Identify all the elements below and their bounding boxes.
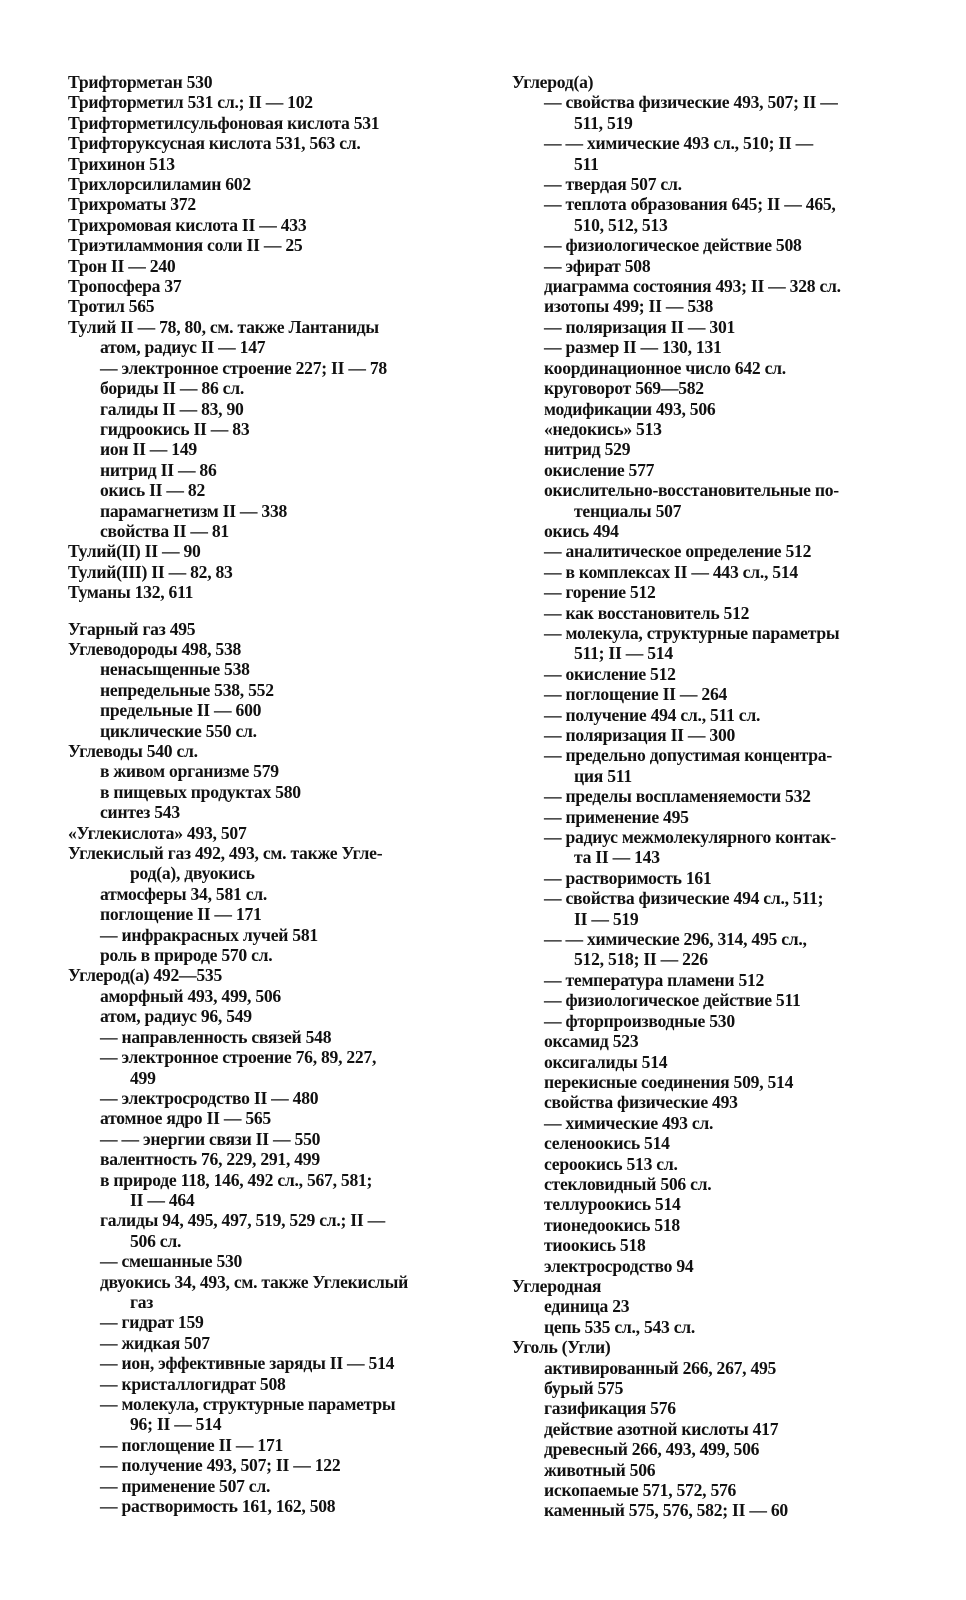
index-heading: Трифторметан 530 [68,72,213,92]
index-continuation: тенциалы 507 [574,500,682,521]
index-subentry: координационное число 642 сл. [544,357,786,378]
index-subentry: в живом организме 579 [100,761,279,782]
index-subentry: — горение 512 [544,582,656,603]
index-subentry: — поляризация II — 301 [544,316,736,337]
index-subentry: — теплота образования 645; II — 465, [544,194,836,215]
index-subentry: синтез 543 [100,802,180,823]
index-subentry: оксамид 523 [544,1031,639,1052]
index-subentry: ион II — 149 [100,439,197,460]
index-subentry: свойства II — 81 [100,520,229,541]
index-subentry: — эфират 508 [544,255,651,276]
index-heading: Трихромовая кислота II — 433 [68,214,307,235]
index-subentry: — физиологическое действие 508 [544,235,802,256]
index-subentry: — свойства физические 493, 507; II — [544,92,838,113]
index-subentry: теллуроокись 514 [544,1194,681,1215]
index-subentry: газификация 576 [544,1398,676,1419]
index-subentry: в природе 118, 146, 492 сл., 567, 581; [100,1169,373,1190]
index-heading: Уголь (Угли) [512,1337,611,1358]
index-subentry: — поглощение II — 264 [544,684,728,705]
index-subentry: — как восстановитель 512 [544,602,750,623]
index-continuation: 510, 512, 513 [574,214,668,235]
index-subentry: круговорот 569—582 [544,378,704,399]
index-heading: Туманы 132, 611 [68,582,194,603]
index-subentry: окись 494 [544,520,619,541]
index-subentry: — аналитическое определение 512 [544,541,812,562]
index-subentry: «недокись» 513 [544,418,662,439]
index-subentry: животный 506 [544,1459,656,1480]
index-heading: Тулий(II) II — 90 [68,541,201,562]
index-subentry: оксигалиды 514 [544,1051,668,1072]
index-heading: Углеводы 540 сл. [68,741,198,761]
index-continuation: газ [130,1291,154,1312]
index-subentry: — поглощение II — 171 [100,1434,284,1455]
index-subentry: диаграмма состояния 493; II — 328 сл. [544,276,841,297]
index-heading: Трихинон 513 [68,153,175,174]
index-subentry: парамагнетизм II — 338 [100,500,288,521]
index-subentry: — — химические 296, 314, 495 сл., [544,929,807,950]
index-subentry: — растворимость 161 [544,867,712,888]
index-subentry: единица 23 [544,1296,630,1317]
index-subentry: — электронное строение 227; II — 78 [100,357,387,378]
index-subentry: — растворимость 161, 162, 508 [100,1496,336,1517]
index-continuation: 511, 519 [574,112,633,133]
index-subentry: тиоокись 518 [544,1235,646,1256]
index-heading: Тротил 565 [68,296,155,317]
index-subentry: — направленность связей 548 [100,1026,332,1047]
index-subentry: — получение 493, 507; II — 122 [100,1455,341,1476]
index-subentry: окислительно-восстановительные по- [544,480,839,501]
index-subentry: изотопы 499; II — 538 [544,296,714,317]
index-subentry: окись II — 82 [100,480,206,501]
index-subentry: — — химические 493 сл., 510; II — [544,133,814,154]
index-subentry: — поляризация II — 300 [544,725,736,745]
index-subentry: — температура пламени 512 [544,969,765,990]
index-continuation: 511; II — 514 [574,643,673,664]
index-subentry: каменный 575, 576, 582; II — 60 [544,1500,788,1521]
index-continuation: 511 [574,153,599,174]
index-subentry: электросродство 94 [544,1255,694,1276]
index-column-left [68,72,460,1516]
index-subentry: непредельные 538, 552 [100,679,274,700]
index-continuation: 96; II — 514 [130,1414,222,1435]
index-subentry: — химические 493 сл. [544,1112,714,1133]
index-subentry: — ион, эффективные заряды II — 514 [100,1353,395,1374]
index-subentry: селеноокись 514 [544,1133,670,1154]
index-subentry: — получение 494 сл., 511 сл. [544,704,761,725]
index-heading: Тропосфера 37 [68,276,182,297]
index-heading: «Углекислота» 493, 507 [68,822,247,843]
index-subentry: поглощение II — 171 [100,904,262,925]
index-heading: Углерод(а) 492—535 [68,965,223,986]
index-heading: Тулий II — 78, 80, см. также Лантаниды [68,316,379,337]
index-subentry: перекисные соединения 509, 514 [544,1071,794,1092]
index-subentry: гидроокись II — 83 [100,418,250,439]
index-heading: Триэтиламмония соли II — 25 [68,235,303,256]
index-subentry: — размер II — 130, 131 [544,337,722,358]
index-subentry: — в комплексах II — 443 сл., 514 [544,561,798,582]
index-heading: Трихлорсилиламин 602 [68,174,251,195]
index-heading: Трихроматы 372 [68,194,196,215]
index-subentry: — — энергии связи II — 550 [100,1128,321,1149]
index-subentry: — инфракрасных лучей 581 [100,924,318,945]
index-subentry: в пищевых продуктах 580 [100,781,301,802]
index-continuation: 499 [130,1067,156,1088]
index-subentry: бориды II — 86 сл. [100,378,244,399]
index-subentry: нитрид 529 [544,439,631,460]
index-continuation: род(а), двуокись [130,863,255,884]
index-continuation: 512, 518; II — 226 [574,949,708,970]
index-heading: Углеродная [512,1275,602,1296]
index-subentry: цепь 535 сл., 543 сл. [544,1316,696,1337]
index-heading: Трифторметил 531 сл.; II — 102 [68,92,313,113]
index-subentry: — применение 507 сл. [100,1475,271,1496]
index-heading: Трифторуксусная кислота 531, 563 сл. [68,133,361,154]
index-subentry: — фторпроизводные 530 [544,1010,735,1031]
index-heading: Трон II — 240 [68,255,176,276]
index-heading: Углеводороды 498, 538 [68,638,242,659]
index-subentry: активированный 266, 267, 495 [544,1357,777,1378]
index-column-right [512,72,904,1521]
index-subentry: — твердая 507 сл. [544,174,682,195]
index-heading: Тулий(III) II — 82, 83 [68,561,233,582]
index-subentry: — кристаллогидрат 508 [100,1373,286,1394]
index-subentry: — применение 495 [544,806,689,827]
index-subentry: сероокись 513 сл. [544,1153,678,1174]
index-subentry: свойства физические 493 [544,1092,738,1113]
index-subentry: галиды II — 83, 90 [100,398,244,419]
index-subentry: бурый 575 [544,1378,624,1398]
index-continuation: ция 511 [574,765,632,786]
index-subentry: галиды 94, 495, 497, 519, 529 сл.; II — [100,1210,385,1231]
index-subentry: двуокись 34, 493, см. также Углекислый [100,1271,409,1292]
index-subentry: ненасыщенные 538 [100,659,250,680]
index-subentry: древесный 266, 493, 499, 506 [544,1439,760,1460]
index-continuation: та II — 143 [574,847,660,868]
index-subentry: стекловидный 506 сл. [544,1173,712,1194]
index-heading: Трифторметилсульфоновая кислота 531 [68,112,380,133]
index-subentry: — жидкая 507 [100,1332,210,1353]
index-subentry: аморфный 493, 499, 506 [100,985,281,1006]
index-continuation: II — 519 [574,908,639,929]
index-continuation: II — 464 [130,1189,195,1210]
index-subentry: — молекула, структурные параметры [100,1394,396,1414]
index-subentry: — пределы воспламеняемости 532 [544,786,811,807]
index-subentry: атомное ядро II — 565 [100,1108,271,1129]
index-continuation: 506 сл. [130,1230,182,1251]
index-subentry: модификации 493, 506 [544,398,716,419]
index-subentry: атмосферы 34, 581 сл. [100,883,268,904]
index-subentry: ископаемые 571, 572, 576 [544,1480,737,1501]
index-subentry: — электросродство II — 480 [100,1087,319,1108]
index-subentry: валентность 76, 229, 291, 499 [100,1149,320,1170]
index-subentry: нитрид II — 86 [100,459,217,480]
index-subentry: — физиологическое действие 511 [544,990,801,1011]
index-subentry: — предельно допустимая концентра- [544,745,832,766]
index-subentry: — гидрат 159 [100,1312,204,1333]
index-heading: Углерод(а) [512,72,594,92]
index-subentry: атом, радиус II — 147 [100,337,266,358]
index-subentry: — смешанные 530 [100,1251,243,1272]
index-heading: Углекислый газ 492, 493, см. также Угле- [68,843,383,864]
index-subentry: — окисление 512 [544,663,676,684]
section-gap [68,603,460,619]
index-subentry: окисление 577 [544,459,655,480]
index-subentry: роль в природе 570 сл. [100,945,273,966]
index-subentry: — молекула, структурные параметры [544,622,840,643]
index-subentry: тионедоокись 518 [544,1214,680,1235]
index-subentry: предельные II — 600 [100,700,262,721]
index-subentry: — электронное строение 76, 89, 227, [100,1047,377,1068]
index-subentry: — радиус межмолекулярного контак- [544,827,836,848]
index-subentry: действие азотной кислоты 417 [544,1418,779,1439]
index-subentry: атом, радиус 96, 549 [100,1006,252,1027]
index-heading: Угарный газ 495 [68,618,196,639]
index-subentry: — свойства физические 494 сл., 511; [544,888,824,909]
index-subentry: циклические 550 сл. [100,720,257,741]
